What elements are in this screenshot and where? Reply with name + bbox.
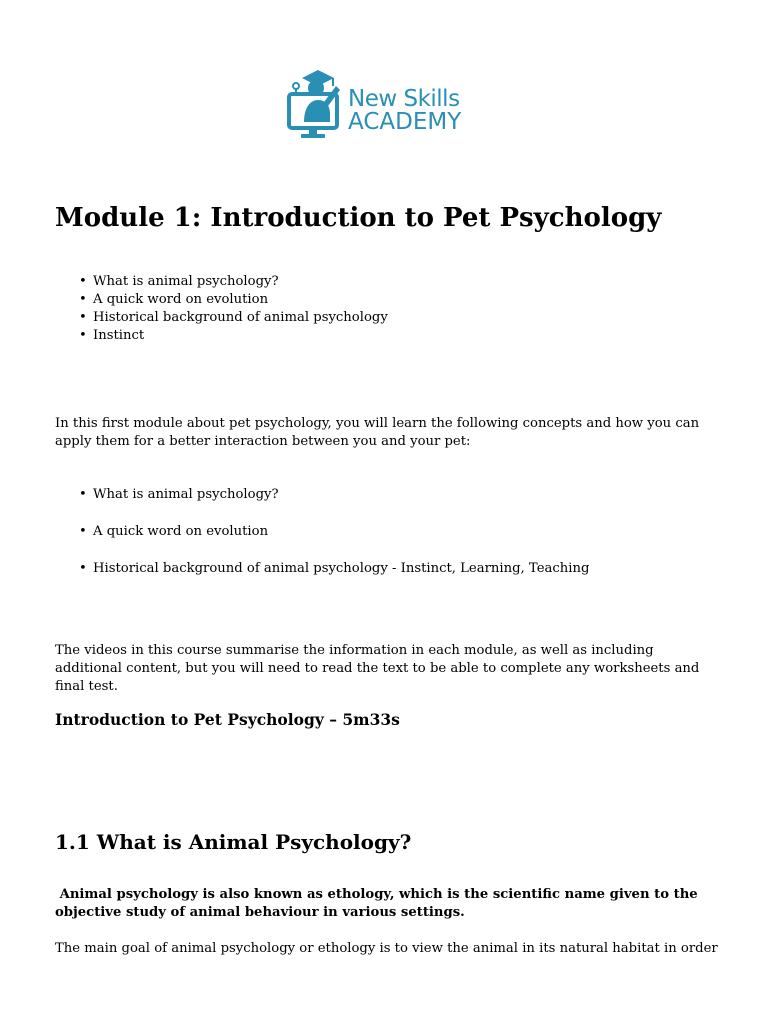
videos-paragraph: The videos in this course summarise the information in each module, as well as including additional content, but you will need to read the text to be able to complete any worksheets and final test. xyxy=(55,643,700,694)
module-contents-list xyxy=(93,273,388,345)
list-item: • Historical background of animal psychology xyxy=(93,309,388,327)
list-item: • What is animal psychology? xyxy=(93,273,388,291)
concepts-list xyxy=(93,486,589,597)
page-title: Module 1: Introduction to Pet Psychology xyxy=(55,203,662,233)
ethology-definition: Animal psychology is also known as ethology, which is the scientific name given to the objective study of animal behaviour in various settings. xyxy=(55,887,703,920)
logo-line-academy: ACADEMY xyxy=(348,109,462,135)
intro-paragraph: In this first module about pet psychology, you will learn the following concepts and how you can apply them for a better interaction between you and your pet: xyxy=(55,416,700,449)
list-item: • What is animal psychology? xyxy=(93,486,589,523)
new-skills-academy-logo xyxy=(286,62,486,142)
list-item: • Historical background of animal psychology - Instinct, Learning, Teaching xyxy=(93,560,589,597)
logo-wordmark xyxy=(348,88,461,134)
goal-paragraph: The main goal of animal psychology or ethology is to view the animal in its natural habitat in order xyxy=(55,941,718,956)
section-heading: 1.1 What is Animal Psychology? xyxy=(55,830,412,854)
list-item: • Instinct xyxy=(93,327,388,345)
logo-line-new-skills: New Skills xyxy=(348,86,460,112)
computer-graduate-icon xyxy=(286,64,346,140)
video-title: Introduction to Pet Psychology – 5m33s xyxy=(55,710,400,729)
list-item: • A quick word on evolution xyxy=(93,291,388,309)
list-item: • A quick word on evolution xyxy=(93,523,589,560)
